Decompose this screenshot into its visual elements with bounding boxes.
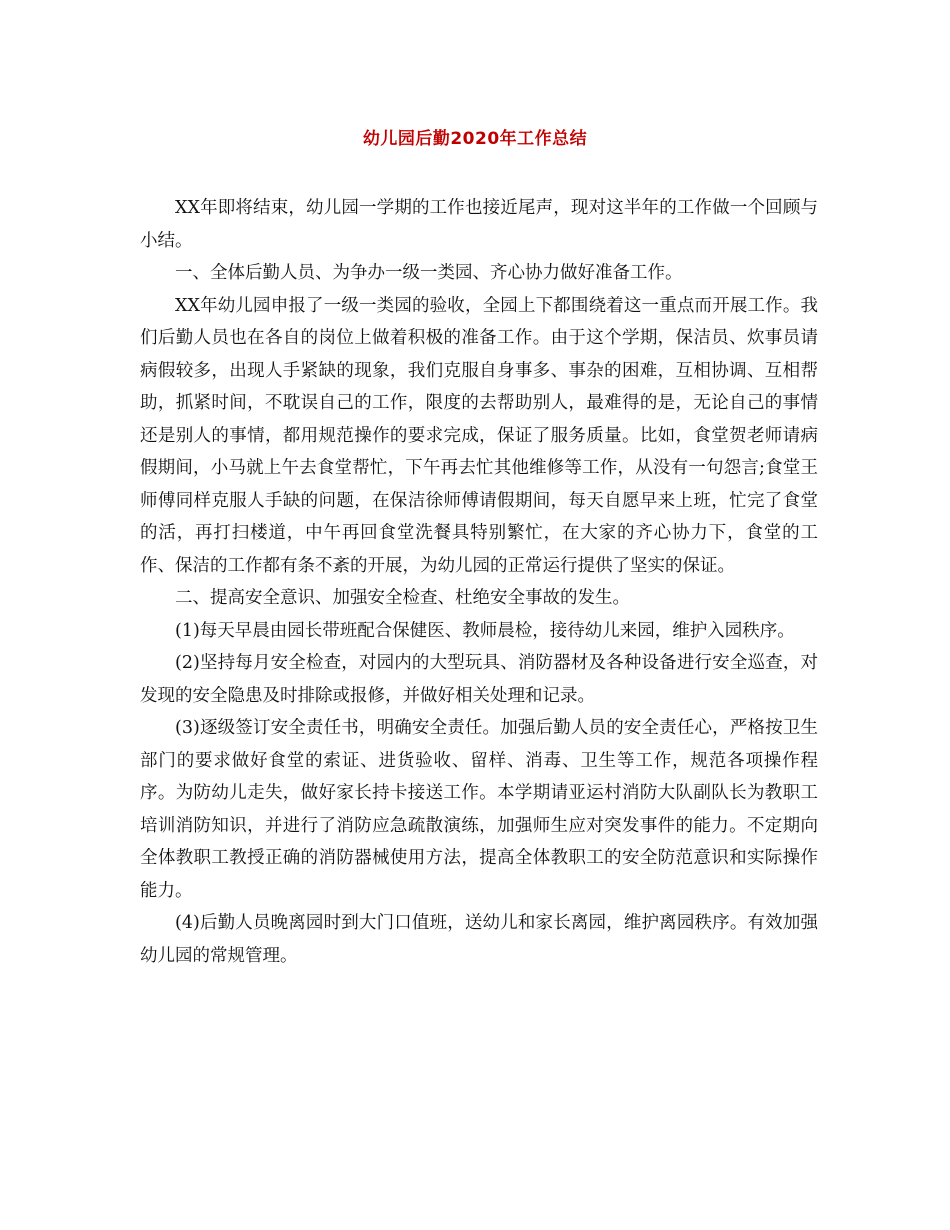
- list-item-2: (2)坚持每月安全检查，对园内的大型玩具、消防器材及各种设备进行安全巡查，对发现的安全隐患及时排除或报修，并做好相关处理和记录。: [140, 653, 818, 706]
- document-title: 幼儿园后勤2020年工作总结: [362, 129, 588, 149]
- paragraph-section-1: XX年幼儿园申报了一级一类园的验收，全园上下都围绕着这一重点而开展工作。我们后勤人员也在各自的岗位上做着积极的准备工作。由于这个学期，保洁员、炊事员请病假较多，出现人手紧缺的现象，我们克服自身事多、事杂的困难，互相协调、互相帮助，抓紧时间，不耽误自己的工作，限度的去帮助别人，最难得的是，无论自己的事情还是别人的事情，都用规范操作的要求完成，保证了服务质量。比如，食堂贺老师请病假期间，小马就上午去食堂帮忙，下午再去忙其他维修等工作，从没有一句怨言;食堂王师傅同样克服人手缺的问题，在保洁徐师傅请假期间，每天自愿早来上班，忙完了食堂的活，再打扫楼道，中午再回食堂洗餐具特别繁忙，在大家的齐心协力下，食堂的工作、保洁的工作都有条不紊的开展，为幼儿园的正常运行提供了坚实的保证。: [140, 295, 818, 576]
- paragraph-intro: XX年即将结束，幼儿园一学期的工作也接近尾声，现对这半年的工作做一个回顾与小结。: [140, 198, 818, 251]
- section-heading-1: 一、全体后勤人员、为争办一级一类园、齐心协力做好准备工作。: [175, 263, 683, 283]
- list-item-1: (1)每天早晨由园长带班配合保健医、教师晨检，接待幼儿来园，维护入园秩序。: [175, 620, 795, 641]
- section-heading-2: 二、提高安全意识、加强安全检查、杜绝安全事故的发生。: [175, 588, 630, 608]
- document-body: [140, 192, 818, 972]
- list-item-3: (3)逐级签订安全责任书，明确安全责任。加强后勤人员的安全责任心，严格按卫生部门的要求做好食堂的索证、进货验收、留样、消毒、卫生等工作，规范各项操作程序。为防幼儿走失，做好家长持卡接送工作。本学期请亚运村消防大队副队长为教职工培训消防知识，并进行了消防应急疏散演练，加强师生应对突发事件的能力。不定期向全体教职工教授正确的消防器械使用方法，提高全体教职工的安全防范意识和实际操作能力。: [140, 718, 818, 901]
- list-item-4: (4)后勤人员晚离园时到大门口值班，送幼儿和家长离园，维护离园秩序。有效加强幼儿园的常规管理。: [140, 913, 818, 966]
